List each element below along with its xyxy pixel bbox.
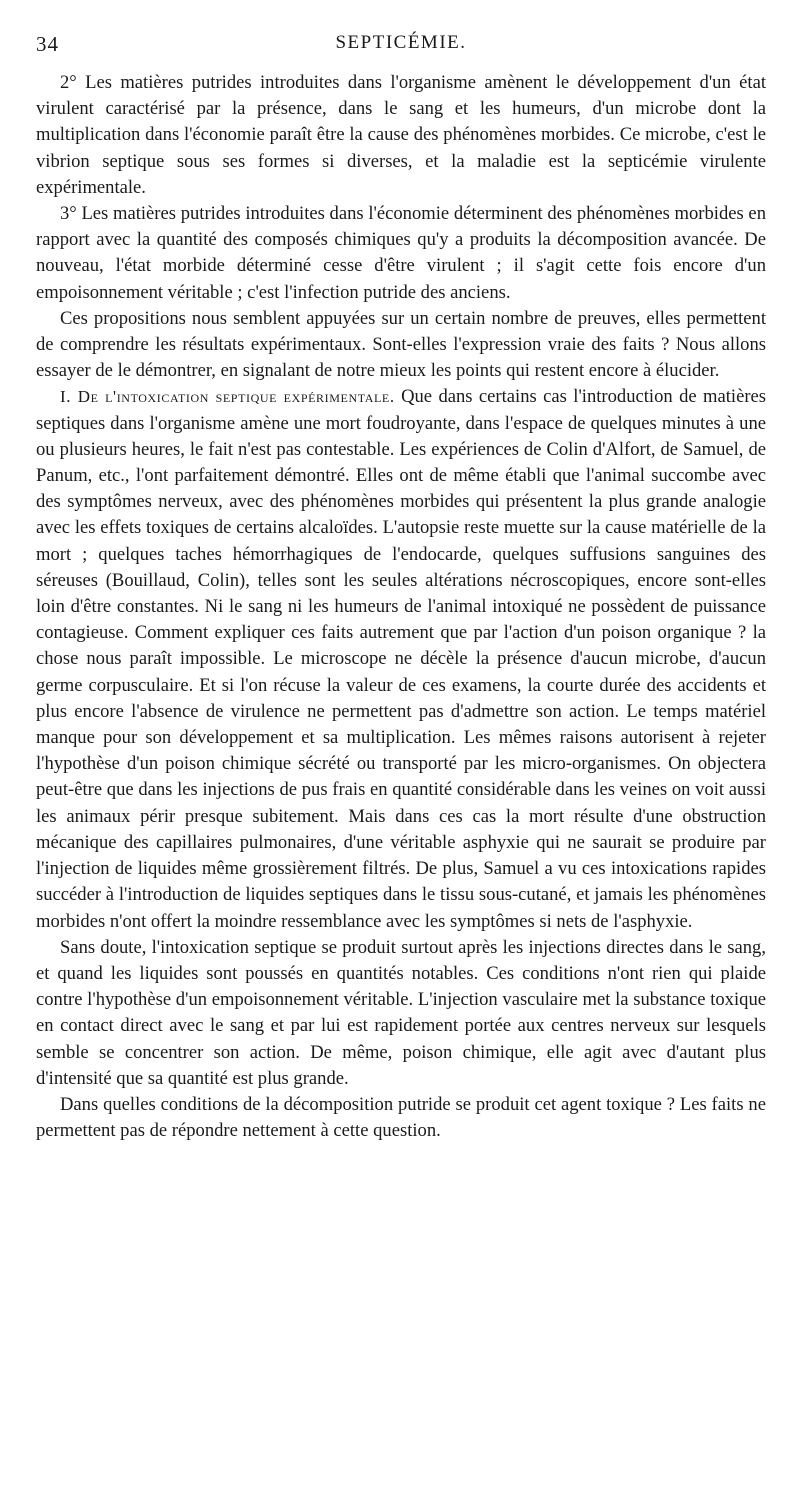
paragraph-sans-doute: Sans doute, l'intoxication septique se produit surtout après les injections directes dans le sang, et quand les liquides sont poussés en quantités notables. Ces conditions n'ont rien qui plaide contre l'hypothèse d'un empoisonnement véritable. L'injection vasculaire met la substance toxique en contact direct avec le sang et par lui est rapidement portée aux centres nerveux sur lesquels semble se concentrer son action. De même, poison chimique, elle agit avec d'autant plus d'intensité que sa quantité est plus grande. — [36, 936, 766, 1089]
section-heading: I. De l'intoxication septique expérimentale. — [60, 387, 395, 407]
running-title: SEPTICÉMIE. — [335, 32, 467, 53]
section-paragraph — [36, 384, 766, 934]
paragraph-point-3: 3° Les matières putrides introduites dans l'économie déterminent des phénomènes morbides en rapport avec la quantité des composés chimiques qu'y a produits la décomposition avancée. De nouveau, l'état morbide déterminé cesse d'être virulent ; il s'agit cette fois encore d'un empoisonnement véritable ; c'est l'infection putride des anciens. — [36, 203, 766, 303]
section-text: Que dans certains cas l'introduction de matières septiques dans l'organisme amène une mort foudroyante, dans l'espace de quelques minutes à une ou plusieurs heures, le fait n'est pas contestable. Les expériences de Colin d'Alfort, de Samuel, de Panum, etc., l'ont parfaitement démontré. Elles ont de même établi que l'animal succombe avec des symptômes nerveux, avec des phénomènes morbides qui présentent la plus grande analogie avec les effets toxiques de certains alcaloïdes. L'autopsie reste muette sur la cause matérielle de la mort ; quelques taches hémorrhagiques de l'endocarde, quelques suffusions sanguines des séreuses (Bouillaud, Colin), telles sont les seules altérations nécroscopiques, encore sont-elles loin d'être constantes. Ni le sang ni les humeurs de l'animal intoxiqué ne possèdent de puissance contagieuse. Comment expliquer ces faits autrement que par l'action d'un poison organique ? la chose nous paraît impossible. Le microscope ne décèle la présence d'aucun microbe, d'aucun germe corpusculaire. Et si l'on récuse la valeur de ces examens, la courte durée des accidents et plus encore l'absence de virulence ne permettent pas d'admettre son action. Le temps matériel manque pour son développement et sa multiplication. Les mêmes raisons autorisent à rejeter l'hypothèse d'un poison chimique sécrété ou transporté par les micro-organismes. On objectera peut-être que dans les injections de pus frais en quantité considérable dans les veines on voit aussi les animaux périr presque subitement. Mais dans ces cas la mort résulte d'une obstruction mécanique des capillaires pulmonaires, d'une véritable asphyxie qui ne saurait se produire par l'injection de liquides même grossièrement filtrés. De plus, Samuel a vu ces intoxications rapides succéder à l'introduction de liquides septiques dans le tissu sous-cutané, et jamais les phénomènes morbides n'ont offert la moindre ressemblance avec les symptômes si nets de l'asphyxie. — [36, 386, 766, 932]
page-header — [36, 32, 766, 60]
paragraph-dans-quelles-conditions: Dans quelles conditions de la décomposition putride se produit cet agent toxique ? Les faits ne permettent pas de répondre nettement à cette question. — [36, 1093, 766, 1142]
paragraph-propositions: Ces propositions nous semblent appuyées sur un certain nombre de preuves, elles permettent de comprendre les résultats expérimentaux. Sont-elles l'expression vraie des faits ? Nous allons essayer de le démontrer, en signalant de notre mieux les points qui restent encore à élucider. — [36, 307, 766, 382]
body-text — [36, 70, 766, 1144]
paragraph-point-2: 2° Les matières putrides introduites dans l'organisme amènent le développement d'un état virulent caractérisé par la présence, dans le sang et les humeurs, d'un microbe dont la multiplication dans l'économie paraît être la cause des phénomènes morbides. Ce microbe, c'est le vibrion septique sous ses formes si diverses, et la maladie est la septicémie virulente expérimentale. — [36, 72, 766, 198]
page-number: 34 — [36, 32, 59, 56]
